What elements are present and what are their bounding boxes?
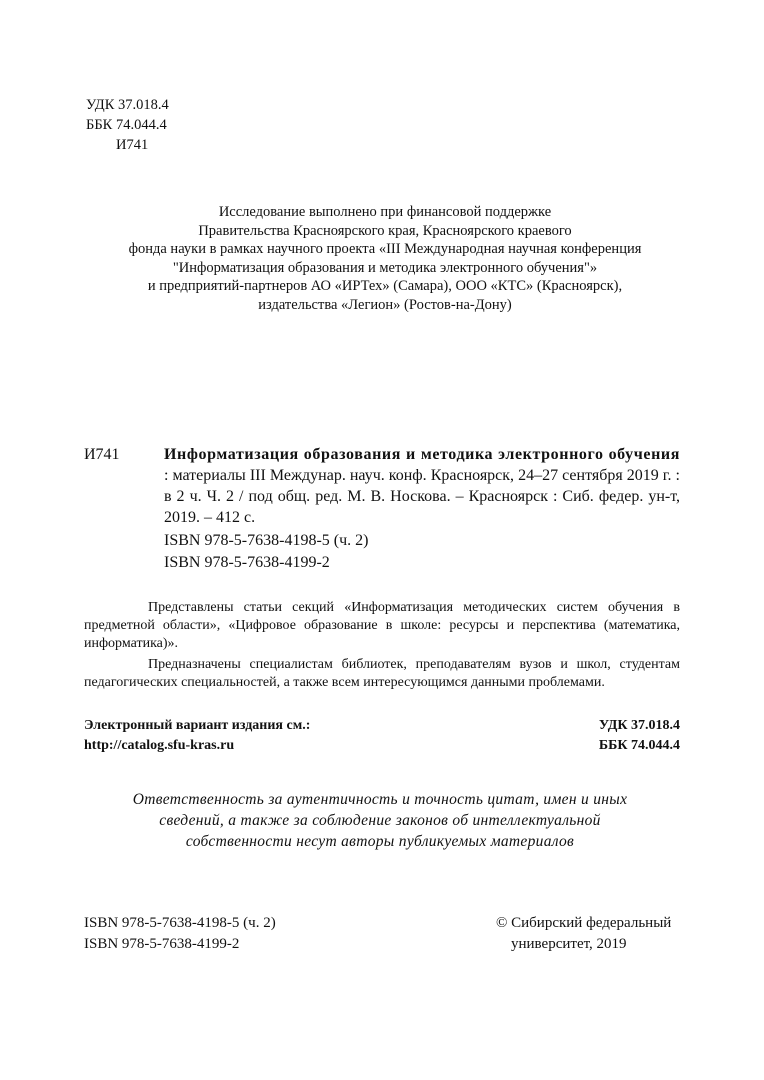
annotation-paragraph: Предназначены специалистам библиотек, преподавателям вузов и школ, студентам педагогических специальностей, а также всем интересующимся данными проблемами. bbox=[84, 657, 680, 690]
electronic-version-label: Электронный вариант издания см.: bbox=[84, 718, 311, 733]
funding-line: Исследование выполнено при финансовой поддержке bbox=[218, 204, 552, 220]
electronic-bbk: ББК 74.044.4 bbox=[598, 738, 680, 753]
bib-isbn-list bbox=[164, 530, 368, 573]
funding-line: Правительства Красноярского края, Красноярского краевого bbox=[198, 222, 572, 239]
bottom-isbn-set: ISBN 978-5-7638-4199-2 bbox=[84, 936, 240, 952]
disclaimer-line: сведений, а также за соблюдение законов об интеллектуальной bbox=[159, 812, 601, 829]
bottom-isbn-list bbox=[84, 913, 276, 955]
bib-author-mark: И741 bbox=[84, 446, 120, 463]
responsibility-disclaimer bbox=[60, 789, 700, 852]
funding-line: издательства «Легион» (Ростов-на-Дону) bbox=[258, 296, 512, 313]
funding-line: фонда науки в рамках научного проекта «III Международная научная конференция bbox=[128, 241, 642, 257]
disclaimer-line: собственности несут авторы публикуемых материалов bbox=[185, 833, 575, 850]
funding-line: и предприятий-партнеров АО «ИРТех» (Самара), ООО «КТС» (Красноярск), bbox=[147, 278, 623, 294]
funding-line: "Информатизация образования и методика электронного обучения"» bbox=[172, 259, 598, 276]
classification-codes bbox=[86, 95, 169, 155]
udk-code: УДК 37.018.4 bbox=[86, 97, 169, 113]
disclaimer-line: Ответственность за аутентичность и точность цитат, имен и иных bbox=[132, 791, 628, 808]
isbn-part2: ISBN 978-5-7638-4198-5 (ч. 2) bbox=[164, 532, 369, 549]
annotation-paragraph: Представлены статьи секций «Информатизация методических систем обучения в предметной области», «Цифровое образование в школе: ресурсы и перспектива (математика, информатика)». bbox=[84, 600, 680, 651]
electronic-udk: УДК 37.018.4 bbox=[598, 718, 680, 733]
bbk-code: ББК 74.044.4 bbox=[86, 117, 167, 133]
copyright-year: университет, 2019 bbox=[511, 936, 627, 952]
author-mark: И741 bbox=[116, 137, 149, 153]
bibliographic-record bbox=[164, 444, 680, 528]
bib-details: : материалы III Междунар. науч. конф. Красноярск, 24–27 сентября 2019 г. : в 2 ч. Ч. 2 / под общ. ред. М. В. Носкова. – Красноярск : Сиб. федер. ун-т, 2019. – 412 с. bbox=[164, 467, 680, 526]
annotation bbox=[84, 599, 680, 692]
isbn-set: ISBN 978-5-7638-4199-2 bbox=[164, 553, 330, 571]
bottom-isbn-part2: ISBN 978-5-7638-4198-5 (ч. 2) bbox=[84, 915, 276, 931]
copyright-notice bbox=[496, 913, 671, 955]
book-title: Информатизация образования и методика электронного обучения bbox=[164, 446, 680, 463]
copyright-holder: © Сибирский федеральный bbox=[496, 915, 672, 931]
electronic-version bbox=[84, 716, 680, 756]
catalog-link[interactable]: http://catalog.sfu-kras.ru bbox=[84, 738, 235, 753]
funding-statement bbox=[60, 203, 710, 314]
